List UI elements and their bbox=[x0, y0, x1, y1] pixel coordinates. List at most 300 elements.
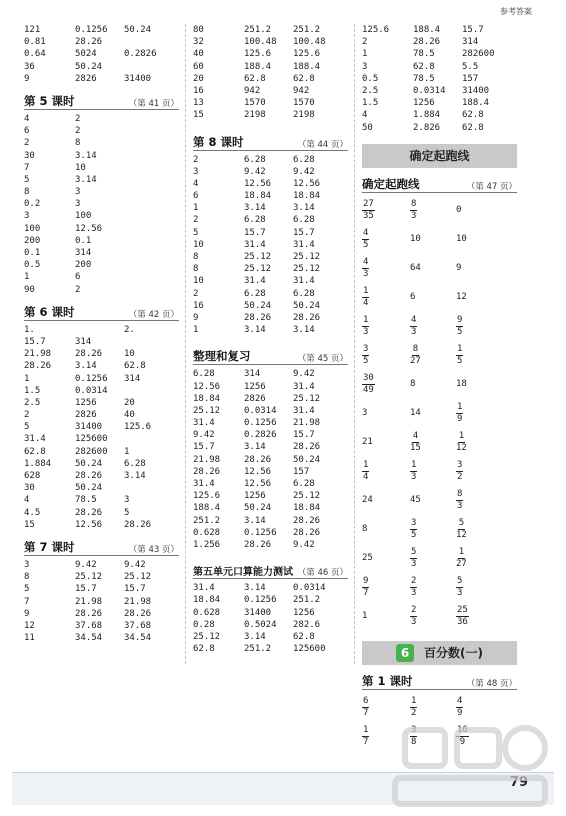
answer-value: 21.98 bbox=[24, 349, 52, 360]
answer-value: 251.2 bbox=[244, 25, 272, 35]
denominator: 5 bbox=[457, 355, 463, 366]
answer-row bbox=[193, 490, 348, 502]
answer-value: 125.6 bbox=[362, 25, 390, 35]
numerator: 9 bbox=[457, 314, 463, 325]
denominator: 12 bbox=[456, 442, 467, 453]
answer-value: 2 bbox=[362, 37, 368, 48]
answer-row bbox=[24, 284, 179, 296]
answer-value: 25.12 bbox=[193, 631, 221, 642]
page-ref: （第 41 页） bbox=[128, 98, 179, 109]
answer-row bbox=[362, 370, 517, 399]
answer-value: 2826 bbox=[75, 410, 97, 421]
answer-row bbox=[362, 399, 517, 428]
answer-value: 200 bbox=[24, 235, 41, 246]
answer-value: 28.26 bbox=[293, 442, 321, 453]
answer-value: 50 bbox=[362, 122, 373, 133]
answer-value: 31.4 bbox=[293, 381, 315, 392]
answer-value: 0.2826 bbox=[244, 430, 277, 441]
answer-value: 125.6 bbox=[124, 422, 152, 433]
answer-value: 62.8 bbox=[293, 73, 315, 84]
section-header bbox=[193, 348, 348, 365]
fraction bbox=[362, 344, 369, 367]
answer-row bbox=[24, 24, 179, 36]
answer-value: 18.84 bbox=[193, 393, 221, 404]
answer-value: 5 bbox=[24, 422, 30, 433]
answer-value: 12.56 bbox=[244, 178, 272, 189]
fraction bbox=[410, 344, 421, 367]
answer-row bbox=[193, 527, 348, 539]
numerator: 1 bbox=[363, 314, 369, 325]
answer-row bbox=[362, 544, 517, 573]
fraction bbox=[456, 547, 467, 570]
denominator: 3 bbox=[411, 616, 417, 627]
fraction bbox=[456, 696, 463, 719]
column-divider bbox=[354, 24, 355, 664]
answer-value bbox=[75, 324, 124, 336]
answer-value: 0.5024 bbox=[244, 619, 277, 630]
denominator: 35 bbox=[363, 210, 374, 221]
answer-value: 0.2 bbox=[24, 199, 41, 210]
answer-value: 188.4 bbox=[244, 61, 272, 72]
answer-value: 8 bbox=[75, 138, 81, 149]
answer-value: 8 bbox=[193, 252, 199, 262]
answer-value: 282600 bbox=[75, 446, 108, 457]
denominator: 2 bbox=[411, 707, 417, 718]
answer-row bbox=[24, 48, 179, 60]
answer-value: 10 bbox=[124, 349, 135, 360]
answer-row bbox=[24, 360, 179, 372]
answer-value: 15.7 bbox=[462, 25, 484, 35]
answer-value: 18 bbox=[456, 379, 467, 390]
answer-value: 0.0314 bbox=[244, 405, 277, 416]
answer-value: 1570 bbox=[293, 98, 315, 109]
denominator: 27 bbox=[410, 355, 421, 366]
fraction bbox=[362, 725, 369, 748]
answer-value: 8 bbox=[410, 379, 416, 390]
answer-row bbox=[24, 397, 179, 409]
answer-value: 20 bbox=[193, 73, 204, 84]
numerator: 1 bbox=[363, 724, 369, 735]
answer-value: 12.56 bbox=[193, 381, 221, 392]
answer-value: 0.64 bbox=[24, 49, 46, 60]
answer-row bbox=[193, 393, 348, 405]
answer-value: 0.1256 bbox=[75, 25, 108, 35]
answer-value: 157 bbox=[293, 466, 310, 477]
answer-value: 28.26 bbox=[244, 539, 272, 550]
answer-row bbox=[193, 239, 348, 251]
answer-row bbox=[362, 341, 517, 370]
answer-value: 8 bbox=[24, 572, 30, 583]
answer-row bbox=[193, 275, 348, 287]
fraction bbox=[456, 605, 469, 628]
answer-row bbox=[24, 433, 179, 445]
answer-value: 1 bbox=[24, 373, 30, 384]
page-ref: （第 46 页） bbox=[297, 568, 348, 579]
numerator: 5 bbox=[457, 575, 463, 586]
answer-value: 942 bbox=[244, 85, 261, 96]
numerator: 1 bbox=[458, 546, 465, 557]
answer-value: 50.24 bbox=[75, 61, 103, 72]
numerator: 2 bbox=[411, 604, 417, 615]
answer-value: 6 bbox=[24, 126, 30, 137]
answer-row bbox=[193, 429, 348, 441]
page-ref: （第 42 页） bbox=[128, 309, 179, 320]
answer-row bbox=[24, 137, 179, 149]
answer-value: 28.26 bbox=[293, 312, 321, 323]
answer-row bbox=[362, 48, 517, 60]
answer-value: 12 bbox=[456, 292, 467, 303]
section-header bbox=[24, 93, 179, 110]
numerator: 3 bbox=[363, 343, 369, 354]
answer-value: 12.56 bbox=[75, 223, 103, 234]
answer-value: 25.12 bbox=[244, 252, 272, 262]
denominator: 3 bbox=[363, 268, 369, 279]
answer-value: 6.28 bbox=[244, 154, 266, 165]
answer-value: 3 bbox=[124, 495, 130, 506]
answer-row bbox=[193, 36, 348, 48]
answer-value: 0.1256 bbox=[244, 527, 277, 538]
denominator: 7 bbox=[363, 736, 369, 747]
answer-value: 5 bbox=[124, 507, 130, 518]
denominator: 4 bbox=[363, 297, 369, 308]
answer-value: 31.4 bbox=[193, 418, 215, 429]
answer-row bbox=[362, 428, 517, 457]
answer-row bbox=[362, 283, 517, 312]
answer-row bbox=[193, 202, 348, 214]
denominator: 36 bbox=[457, 616, 468, 627]
answer-value: 28.26 bbox=[75, 471, 103, 481]
section-title: 第 6 课时 bbox=[24, 304, 75, 319]
answer-value: 80 bbox=[193, 25, 204, 35]
answer-value: 28.26 bbox=[124, 519, 152, 530]
denominator: 15 bbox=[410, 442, 421, 453]
numerator: 1 bbox=[457, 401, 463, 412]
answer-row bbox=[24, 596, 179, 608]
answer-value: 30 bbox=[24, 483, 35, 494]
answer-row bbox=[362, 693, 517, 722]
answer-value: 5 bbox=[24, 174, 30, 185]
answer-row bbox=[24, 271, 179, 283]
answer-row bbox=[24, 210, 179, 222]
denominator: 5 bbox=[363, 355, 369, 366]
answer-value: 100.48 bbox=[293, 37, 326, 48]
answer-row bbox=[193, 582, 348, 594]
answer-row bbox=[193, 441, 348, 453]
answer-value: 1 bbox=[362, 49, 368, 60]
answer-value: 25.12 bbox=[293, 264, 321, 275]
answer-value: 8 bbox=[362, 524, 368, 535]
fraction bbox=[456, 576, 463, 599]
answer-column-3 bbox=[362, 24, 517, 751]
answer-row bbox=[24, 235, 179, 247]
answer-row bbox=[362, 85, 517, 97]
answer-value: 2826 bbox=[244, 393, 266, 404]
answer-value: 15 bbox=[24, 519, 35, 530]
answer-row bbox=[193, 288, 348, 300]
answer-value: 5024 bbox=[75, 49, 97, 60]
answer-row bbox=[362, 122, 517, 134]
numerator: 1 bbox=[363, 285, 369, 296]
numerator: 30 bbox=[363, 372, 374, 383]
fraction-answer-block bbox=[362, 196, 517, 631]
answer-value: 31.4 bbox=[293, 276, 315, 287]
fraction bbox=[456, 315, 463, 338]
answer-row bbox=[362, 254, 517, 283]
answer-value: 2 bbox=[75, 126, 81, 137]
fraction bbox=[410, 605, 417, 628]
fraction bbox=[362, 257, 369, 280]
numerator: 5 bbox=[411, 546, 417, 557]
answer-row bbox=[193, 300, 348, 312]
answer-value: 78.5 bbox=[413, 49, 435, 60]
answer-value: 21.98 bbox=[293, 418, 321, 429]
section-header bbox=[193, 134, 348, 151]
answer-value: 6 bbox=[410, 292, 416, 303]
answer-value: 18.84 bbox=[244, 191, 272, 202]
answer-value: 125.6 bbox=[293, 49, 321, 60]
answer-value: 31.4 bbox=[193, 479, 215, 489]
answer-row bbox=[362, 109, 517, 121]
answer-row bbox=[24, 324, 179, 336]
answer-value: 2 bbox=[24, 138, 30, 149]
answer-row bbox=[193, 24, 348, 36]
answer-value: 11 bbox=[24, 633, 35, 644]
answer-row bbox=[193, 312, 348, 324]
section-header bbox=[193, 563, 348, 579]
answer-value: 50.24 bbox=[244, 300, 272, 311]
section-title: 第五单元口算能力测试 bbox=[193, 567, 293, 579]
answer-value: 3.14 bbox=[293, 325, 315, 336]
answer-value: 2. bbox=[124, 324, 135, 335]
answer-value: 0.628 bbox=[193, 527, 221, 538]
numerator: 6 bbox=[363, 695, 369, 706]
answer-value: 314 bbox=[75, 248, 92, 258]
answer-value: 12.56 bbox=[244, 466, 272, 477]
section-header bbox=[362, 673, 517, 690]
answer-value: 50.24 bbox=[75, 483, 103, 494]
answer-value: 0.0314 bbox=[75, 385, 108, 396]
answer-value: 4 bbox=[193, 178, 199, 189]
answer-value: 2 bbox=[24, 410, 30, 421]
answer-value: 2 bbox=[193, 288, 199, 299]
page-number: 79 bbox=[509, 775, 528, 790]
answer-value: 15.7 bbox=[124, 584, 146, 595]
answer-value: 28.26 bbox=[293, 527, 321, 538]
answer-row bbox=[362, 225, 517, 254]
answer-value: 28.26 bbox=[75, 349, 103, 360]
answer-value: 9.42 bbox=[293, 166, 315, 177]
answer-block bbox=[193, 24, 348, 122]
answer-value: 1.884 bbox=[413, 110, 441, 121]
answer-value: 21 bbox=[362, 437, 373, 448]
answer-row bbox=[24, 162, 179, 174]
answer-row bbox=[362, 97, 517, 109]
numerator: 4 bbox=[363, 227, 369, 238]
section-title: 第 5 课时 bbox=[24, 93, 75, 108]
answer-value: 2 bbox=[75, 284, 81, 295]
answer-value: 10 bbox=[410, 234, 421, 245]
answer-value: 34.54 bbox=[124, 633, 152, 644]
answer-row bbox=[193, 368, 348, 380]
answer-row bbox=[193, 109, 348, 121]
answer-value: 0.1256 bbox=[244, 595, 277, 606]
answer-row bbox=[24, 470, 179, 482]
answer-row bbox=[193, 48, 348, 60]
section-header bbox=[24, 539, 179, 556]
answer-value: 188.4 bbox=[462, 98, 490, 109]
fraction bbox=[456, 460, 463, 483]
page-ref: （第 45 页） bbox=[297, 354, 348, 365]
fraction bbox=[362, 228, 369, 251]
answer-value: 25.12 bbox=[293, 252, 321, 262]
numerator: 4 bbox=[457, 695, 463, 706]
denominator: 3 bbox=[411, 558, 417, 569]
answer-value: 3.14 bbox=[244, 515, 266, 526]
banner-title: 确定起跑线 bbox=[409, 149, 470, 164]
answer-value: 2.826 bbox=[413, 122, 441, 133]
answer-value: 0.1256 bbox=[244, 418, 277, 429]
answer-value: 314 bbox=[244, 369, 261, 380]
fraction bbox=[362, 373, 375, 396]
fraction bbox=[410, 460, 417, 483]
answer-row bbox=[24, 348, 179, 360]
answer-value: 25.12 bbox=[244, 264, 272, 275]
page-header: 参考答案 bbox=[500, 7, 532, 16]
answer-row bbox=[193, 539, 348, 551]
numerator: 1 bbox=[411, 459, 417, 470]
answer-value: 9 bbox=[193, 312, 199, 323]
answer-value: 78.5 bbox=[413, 73, 435, 84]
answer-value: 25.12 bbox=[193, 405, 221, 416]
answer-value: 31400 bbox=[124, 73, 152, 84]
answer-value: 50.24 bbox=[293, 454, 321, 465]
denominator: 2 bbox=[457, 471, 463, 482]
answer-value: 25.12 bbox=[293, 491, 321, 502]
answer-row bbox=[24, 385, 179, 397]
answer-block bbox=[193, 582, 348, 655]
answer-row bbox=[193, 631, 348, 643]
answer-value: 90 bbox=[24, 284, 35, 295]
answer-value: 7 bbox=[24, 596, 30, 607]
answer-value: 157 bbox=[462, 73, 479, 84]
section-header bbox=[362, 176, 517, 193]
answer-row bbox=[362, 73, 517, 85]
answer-value: 3.14 bbox=[75, 361, 97, 372]
answer-row bbox=[362, 573, 517, 602]
answer-value: 62.8 bbox=[24, 446, 46, 457]
answer-value: 62.8 bbox=[124, 361, 146, 372]
fraction bbox=[362, 315, 369, 338]
answer-value: 12 bbox=[24, 620, 35, 631]
answer-value: 28.26 bbox=[75, 507, 103, 518]
answer-column-1 bbox=[24, 24, 179, 644]
answer-value: 15.7 bbox=[293, 430, 315, 441]
page-ref: （第 48 页） bbox=[466, 678, 517, 689]
answer-value: 62.8 bbox=[244, 73, 266, 84]
answer-value: 32 bbox=[193, 37, 204, 48]
answer-value: 31400 bbox=[244, 607, 272, 618]
denominator: 3 bbox=[457, 587, 463, 598]
answer-value: 3 bbox=[75, 187, 81, 198]
answer-value: 0.1 bbox=[24, 248, 41, 258]
answer-value: 282600 bbox=[462, 49, 495, 60]
answer-value: 12.56 bbox=[75, 519, 103, 530]
answer-value: 125600 bbox=[75, 434, 108, 445]
answer-row bbox=[24, 571, 179, 583]
fraction bbox=[362, 576, 369, 599]
denominator: 3 bbox=[411, 587, 417, 598]
section-banner bbox=[362, 144, 517, 168]
section-title: 第 8 课时 bbox=[193, 134, 244, 149]
answer-value: 9.42 bbox=[75, 559, 97, 570]
answer-value: 0.0314 bbox=[293, 583, 326, 594]
answer-value: 3.14 bbox=[75, 174, 97, 185]
answer-row bbox=[193, 97, 348, 109]
answer-value: 0.81 bbox=[24, 37, 46, 48]
answer-value: 50.24 bbox=[124, 25, 152, 35]
denominator: 4 bbox=[363, 471, 369, 482]
answer-value: 31.4 bbox=[193, 583, 215, 594]
numerator: 1 bbox=[458, 430, 465, 441]
answer-value: 3.14 bbox=[244, 325, 266, 336]
answer-row bbox=[193, 166, 348, 178]
fraction bbox=[362, 460, 369, 483]
answer-value: 6.28 bbox=[193, 369, 215, 380]
answer-value: 6.28 bbox=[244, 288, 266, 299]
answer-value: 13 bbox=[193, 98, 204, 109]
denominator: 3 bbox=[411, 471, 417, 482]
answer-row bbox=[24, 186, 179, 198]
numerator: 8 bbox=[411, 198, 417, 209]
answer-value: 10 bbox=[75, 162, 86, 173]
answer-value: 188.4 bbox=[413, 25, 441, 35]
answer-value: 1256 bbox=[244, 491, 266, 502]
answer-value: 31.4 bbox=[244, 239, 266, 250]
fraction bbox=[410, 696, 417, 719]
answer-row bbox=[362, 36, 517, 48]
answer-value: 251.2 bbox=[293, 25, 321, 35]
answer-row bbox=[24, 519, 179, 531]
answer-row bbox=[24, 259, 179, 271]
answer-value: 0.1 bbox=[75, 235, 92, 246]
fraction bbox=[456, 344, 463, 367]
numerator: 4 bbox=[411, 314, 417, 325]
answer-value: 3 bbox=[24, 211, 30, 222]
answer-value: 15.7 bbox=[24, 336, 46, 347]
denominator: 5 bbox=[411, 529, 417, 540]
answer-value: 10 bbox=[193, 276, 204, 287]
answer-value: 0.628 bbox=[193, 607, 221, 618]
answer-value: 3 bbox=[75, 199, 81, 210]
answer-row bbox=[24, 608, 179, 620]
answer-value: 15.7 bbox=[244, 227, 266, 238]
answer-row bbox=[193, 154, 348, 166]
answer-value: 28.26 bbox=[124, 608, 152, 619]
answer-value: 4 bbox=[362, 110, 368, 121]
answer-block bbox=[193, 368, 348, 551]
answer-row bbox=[24, 198, 179, 210]
answer-value: 12.56 bbox=[244, 479, 272, 489]
answer-value: 6.28 bbox=[124, 458, 146, 469]
answer-value: 7 bbox=[24, 162, 30, 173]
answer-row bbox=[193, 178, 348, 190]
numerator: 8 bbox=[412, 343, 419, 354]
answer-row bbox=[24, 559, 179, 571]
answer-value: 1 bbox=[193, 203, 199, 214]
fraction bbox=[456, 489, 463, 512]
answer-row bbox=[362, 24, 517, 36]
unit-number-badge: 6 bbox=[396, 644, 414, 662]
